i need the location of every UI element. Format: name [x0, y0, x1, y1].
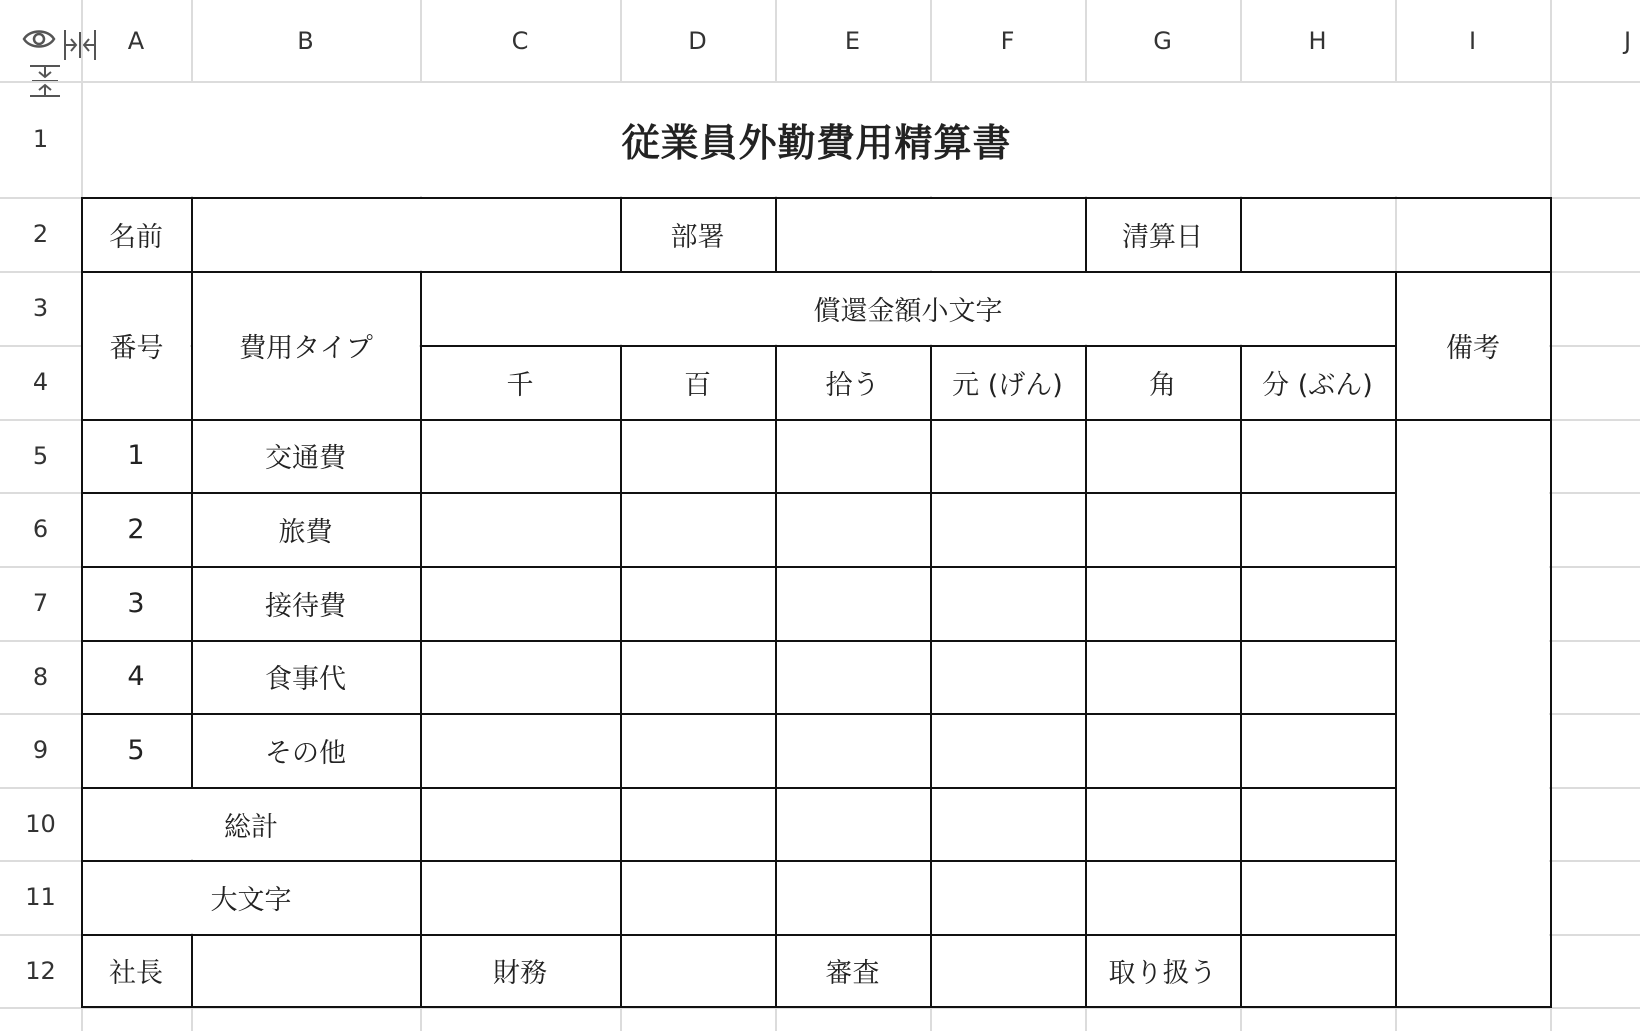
row-header-1[interactable]: 1: [32, 125, 49, 153]
review-label: 審査: [825, 958, 880, 989]
remarks-value-cell[interactable]: [1397, 421, 1549, 1006]
column-header-a[interactable]: A: [127, 26, 145, 55]
digit-label: 角: [1149, 369, 1176, 401]
remarks-header-cell[interactable]: [1397, 273, 1549, 418]
name-label-cell[interactable]: [81, 197, 191, 271]
president-sign-cell[interactable]: [193, 936, 419, 1006]
column-header-d[interactable]: D: [688, 26, 707, 55]
amount-header-cell[interactable]: [422, 273, 1394, 344]
digit-label: 千: [506, 369, 534, 401]
row-header-5[interactable]: 5: [32, 441, 49, 470]
name-value-cell[interactable]: [193, 199, 619, 270]
amount-small-label: 償還金額小文字: [813, 296, 1003, 327]
item-no-cell[interactable]: [81, 566, 191, 640]
item-no: 1: [127, 440, 145, 471]
president-label: 社長: [109, 958, 163, 989]
column-header-f[interactable]: F: [1000, 26, 1015, 55]
president-label-cell[interactable]: [81, 934, 191, 1007]
remarks-label: 備考: [1446, 333, 1500, 364]
item-no-cell[interactable]: [81, 419, 191, 492]
no-header-cell[interactable]: [83, 273, 190, 418]
dept-label: 部署: [670, 221, 725, 253]
digit-jiao-cell[interactable]: [1085, 345, 1240, 419]
item-type: 旅費: [278, 516, 333, 548]
column-header-e[interactable]: E: [844, 26, 861, 55]
column-header-h[interactable]: H: [1308, 26, 1327, 55]
item-type: その他: [265, 737, 346, 769]
item-no: 5: [127, 734, 145, 766]
column-header-i[interactable]: I: [1468, 26, 1477, 55]
uppercase-label: 大文字: [210, 885, 292, 916]
digit-label: 分 (ぶん): [1262, 369, 1373, 401]
digit-label: 拾う: [825, 369, 880, 401]
row-header-11[interactable]: 11: [25, 883, 56, 911]
column-header-c[interactable]: C: [511, 26, 529, 55]
row-header-3[interactable]: 3: [32, 294, 49, 322]
total-label-cell[interactable]: [83, 789, 419, 859]
item-no-cell[interactable]: [81, 713, 191, 787]
digit-label: 百: [684, 369, 711, 401]
item-type: 接待費: [265, 590, 346, 622]
digit-hundred-cell[interactable]: [620, 345, 775, 419]
row-header-8[interactable]: 8: [32, 662, 49, 691]
item-no: 4: [127, 661, 145, 692]
item-type-cell[interactable]: [191, 419, 420, 492]
item-no: 2: [127, 513, 145, 545]
item-type-cell[interactable]: [191, 713, 420, 787]
expense-type-header-cell[interactable]: [193, 273, 419, 418]
finance-label-cell[interactable]: [420, 934, 620, 1007]
row-header-12[interactable]: 12: [25, 956, 56, 985]
title-cell[interactable]: [83, 83, 1550, 196]
settle-date-label-cell[interactable]: [1085, 197, 1240, 271]
expense-type-label: 費用タイプ: [239, 333, 373, 364]
row-header-6[interactable]: 6: [32, 515, 49, 543]
item-type: 食事代: [265, 664, 346, 695]
uppercase-label-cell[interactable]: [83, 862, 419, 933]
review-label-cell[interactable]: [775, 934, 930, 1007]
settle-date-label: 清算日: [1122, 221, 1203, 253]
digit-thousand-cell[interactable]: [420, 345, 620, 419]
handler-label: 取り扱う: [1108, 958, 1217, 989]
row-header-2[interactable]: 2: [32, 220, 49, 248]
item-no: 3: [127, 587, 145, 619]
item-no-cell[interactable]: [81, 640, 191, 713]
item-no-cell[interactable]: [81, 492, 191, 566]
digit-yuan-cell[interactable]: [930, 345, 1085, 419]
eye-icon[interactable]: [22, 26, 56, 52]
sheet-title: 従業員外勤費用精算書: [621, 121, 1012, 165]
total-label: 総計: [224, 811, 278, 843]
item-type-cell[interactable]: [191, 492, 420, 566]
column-header-j[interactable]: J: [1623, 26, 1632, 55]
digit-fen-cell[interactable]: [1240, 345, 1395, 419]
row-header-7[interactable]: 7: [32, 589, 49, 617]
dept-value-cell[interactable]: [777, 199, 1084, 270]
item-type-cell[interactable]: [191, 640, 420, 713]
dept-label-cell[interactable]: [620, 197, 775, 271]
row-header-4[interactable]: 4: [32, 368, 49, 396]
handler-label-cell[interactable]: [1085, 934, 1240, 1007]
name-label: 名前: [109, 221, 163, 253]
no-label: 番号: [109, 333, 164, 364]
row-header-9[interactable]: 9: [32, 736, 49, 764]
digit-ten-cell[interactable]: [775, 345, 930, 419]
digit-label: 元 (げん): [952, 369, 1063, 401]
item-type: 交通費: [265, 443, 346, 474]
item-type-cell[interactable]: [191, 566, 420, 640]
column-header-g[interactable]: G: [1153, 26, 1172, 55]
finance-label: 財務: [493, 958, 547, 989]
column-header-b[interactable]: B: [297, 26, 314, 55]
row-header-10[interactable]: 10: [25, 809, 56, 838]
